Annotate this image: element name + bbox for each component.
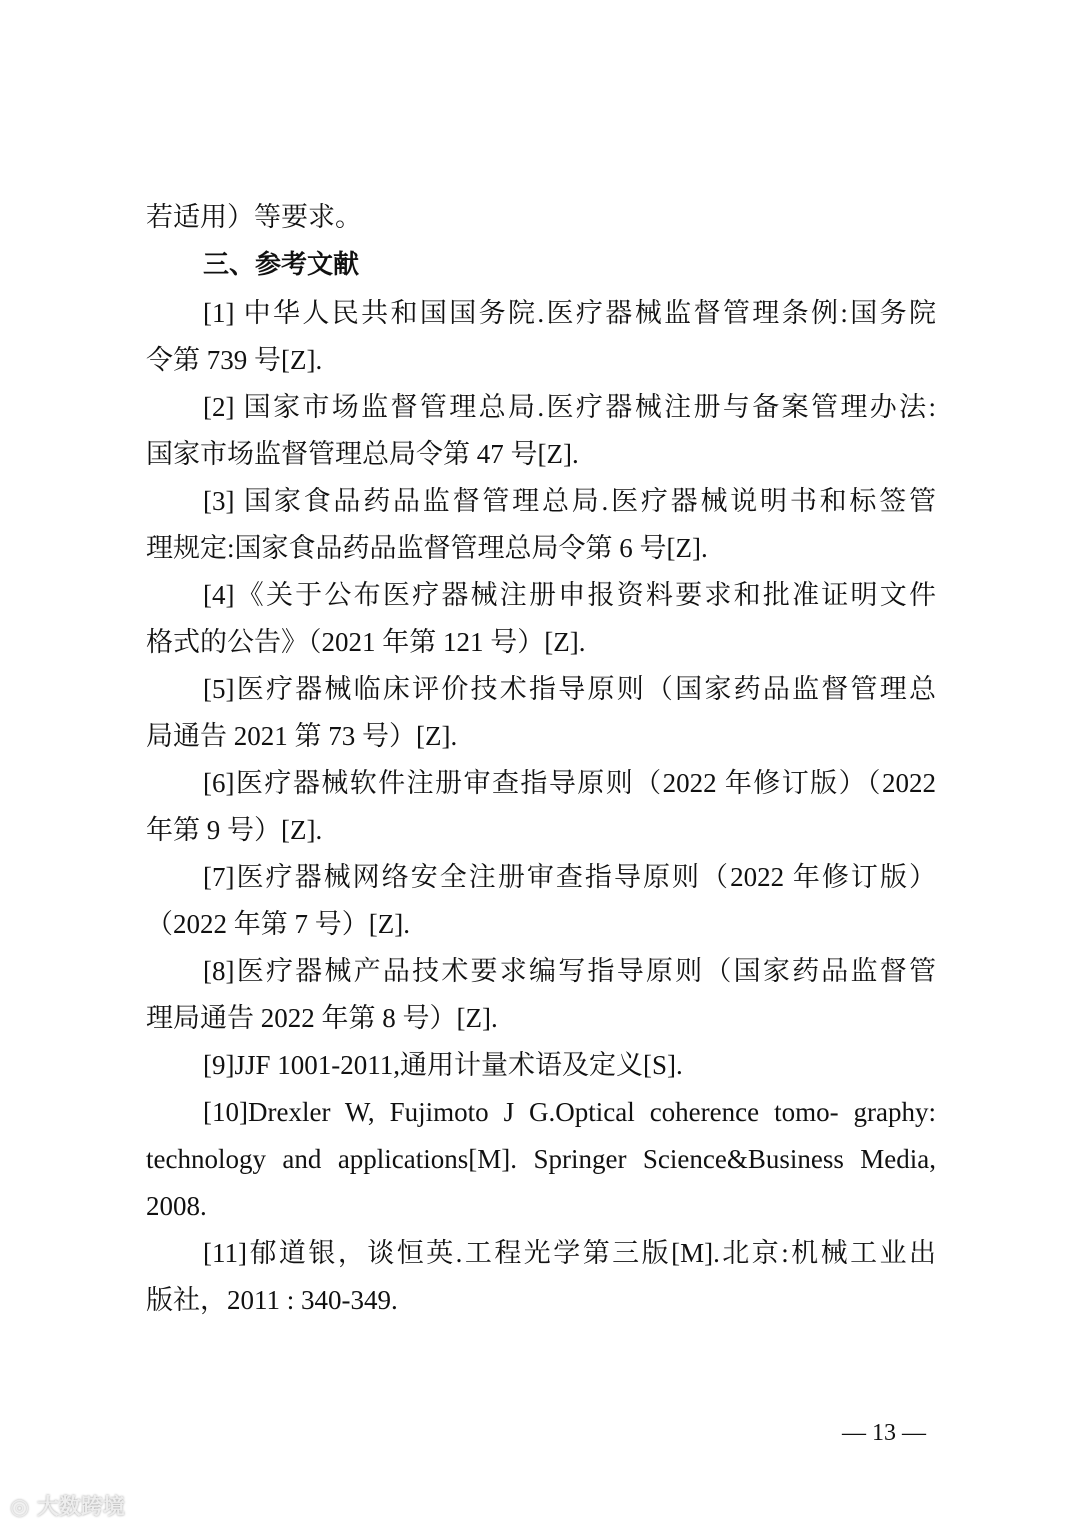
section-heading: 三、参考文献 xyxy=(203,250,360,280)
watermark-logo xyxy=(10,1490,125,1521)
reference-4-line: [4]《关于公布医疗器械注册申报资料要求和批准证明文件 xyxy=(203,580,936,610)
reference-3-line: [3] 国家食品药品监督管理总局.医疗器械说明书和标签管 xyxy=(203,486,936,516)
reference-11-line: 版社，2011 : 340-349. xyxy=(146,1285,398,1315)
reference-10-line: 2008. xyxy=(146,1191,207,1221)
reference-10-line: technology and applications[M]. Springer Science&Business Media, xyxy=(146,1144,936,1174)
reference-2-line: [2] 国家市场监督管理总局.医疗器械注册与备案管理办法: xyxy=(203,392,936,422)
reference-8-line: 理局通告 2022 年第 8 号）[Z]. xyxy=(146,1003,498,1033)
reference-6-line: 年第 9 号）[Z]. xyxy=(146,815,323,845)
reference-3-line: 理规定:国家食品药品监督管理总局令第 6 号[Z]. xyxy=(146,533,708,563)
reference-5-line: [5]医疗器械临床评价技术指导原则（国家药品监督管理总 xyxy=(203,674,936,704)
reference-10-line: [10]Drexler W, Fujimoto J G.Optical coherence tomo- graphy: xyxy=(203,1097,936,1127)
reference-11-line: [11]郁道银，谈恒英.工程光学第三版[M].北京:机械工业出 xyxy=(203,1238,936,1268)
intro-tail-text: 若适用）等要求。 xyxy=(146,202,362,232)
reference-6-line: [6]医疗器械软件注册审查指导原则（2022 年修订版）（2022 xyxy=(203,768,936,798)
reference-1-line: 令第 739 号[Z]. xyxy=(146,345,323,375)
page-number: — 13 — xyxy=(842,1420,926,1446)
reference-7-line: （2022 年第 7 号）[Z]. xyxy=(146,909,410,939)
reference-9-line: [9]JJF 1001-2011,通用计量术语及定义[S]. xyxy=(203,1050,683,1080)
reference-5-line: 局通告 2021 第 73 号）[Z]. xyxy=(146,721,458,751)
reference-4-line: 格式的公告》（2021 年第 121 号）[Z]. xyxy=(146,627,586,657)
reference-7-line: [7]医疗器械网络安全注册审查指导原则（2022 年修订版） xyxy=(203,862,936,892)
watermark-icon: ◎ xyxy=(10,1495,37,1520)
reference-8-line: [8]医疗器械产品技术要求编写指导原则（国家药品监督管 xyxy=(203,956,936,986)
reference-1-line: [1] 中华人民共和国国务院.医疗器械监督管理条例:国务院 xyxy=(203,298,936,328)
watermark-text: 大数跨境 xyxy=(36,1495,125,1520)
reference-2-line: 国家市场监督管理总局令第 47 号[Z]. xyxy=(146,439,579,469)
